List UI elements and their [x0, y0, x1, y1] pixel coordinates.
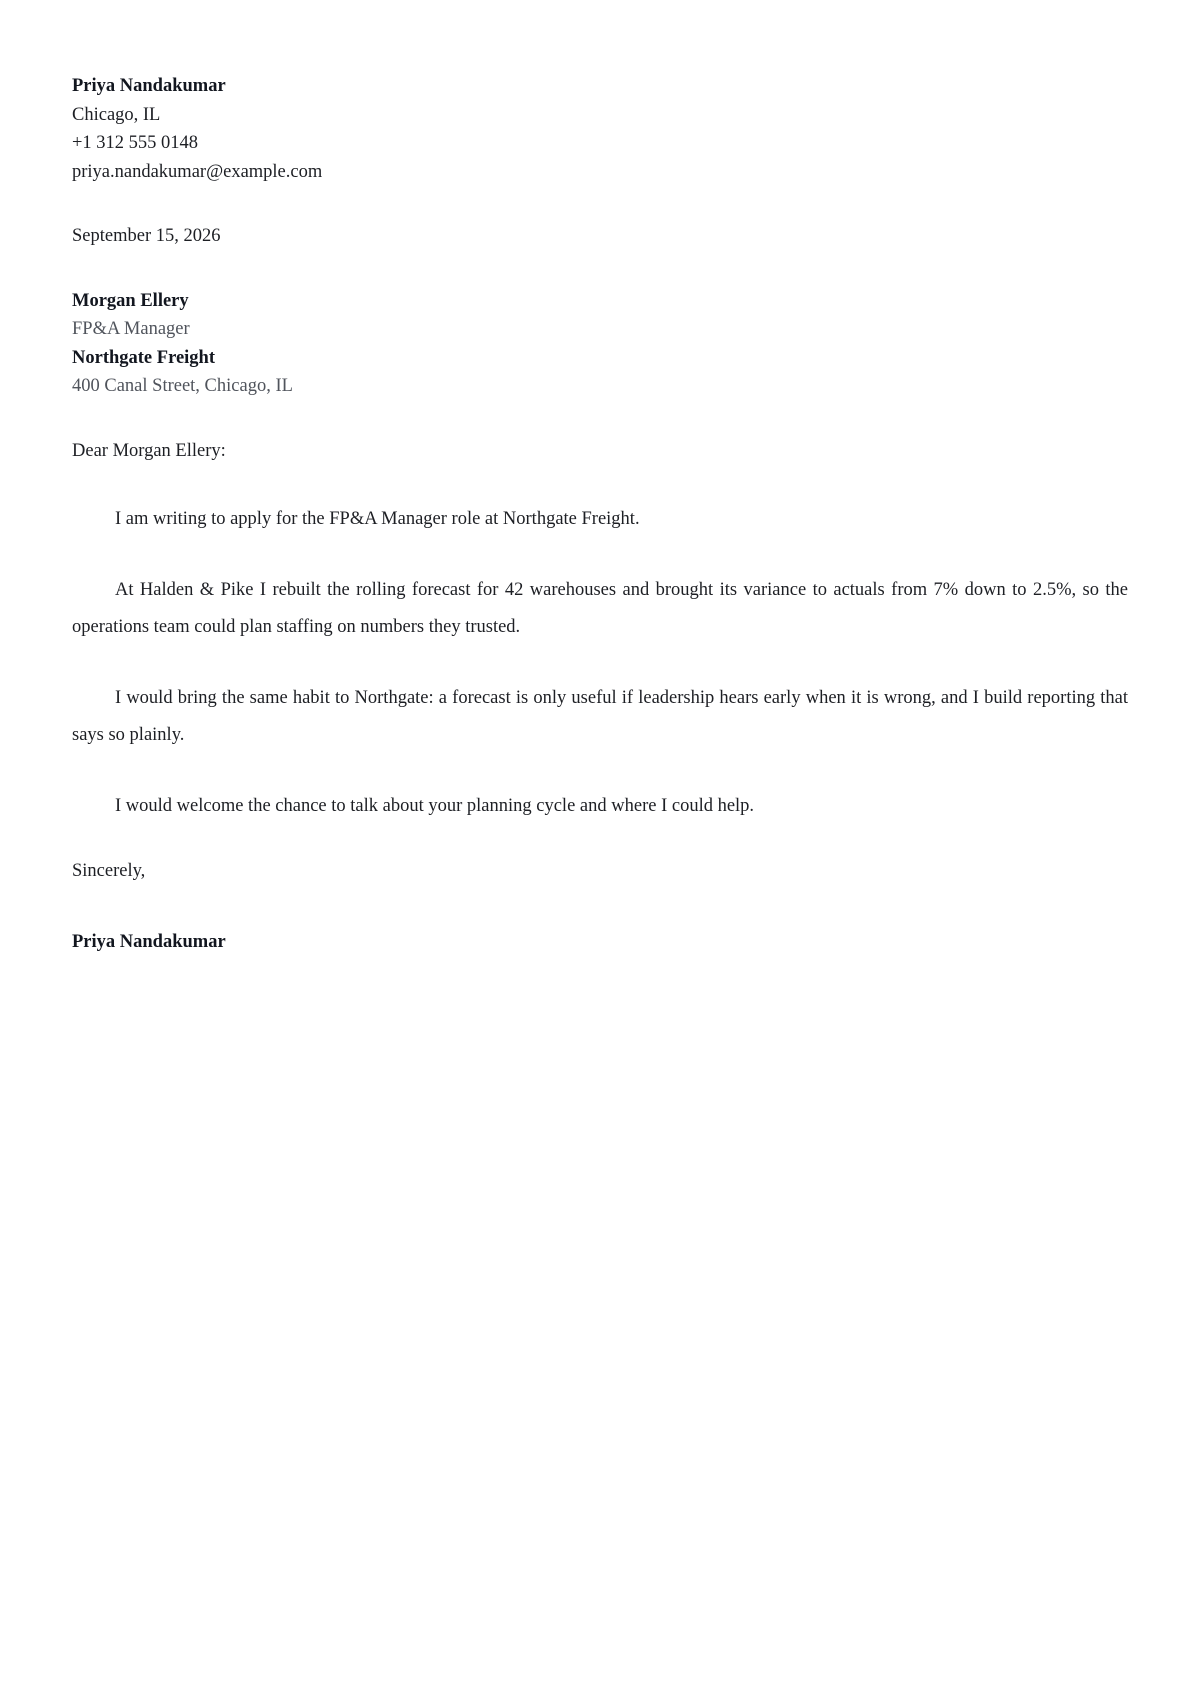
sender-email: priya.nandakumar@example.com — [72, 161, 323, 182]
recipient-company: Northgate Freight — [72, 347, 215, 368]
letter-date: September 15, 2026 — [72, 226, 221, 246]
salutation: Dear Morgan Ellery: — [72, 440, 226, 461]
body-paragraph-4: I would welcome the chance to talk about your planning cycle and where I could help. — [115, 796, 755, 816]
recipient-block — [72, 287, 1128, 401]
recipient-address: 400 Canal Street, Chicago, IL — [72, 376, 293, 396]
closing-block — [72, 857, 1128, 886]
sender-block — [72, 72, 1128, 186]
signature-name: Priya Nandakumar — [72, 931, 226, 952]
sender-name: Priya Nandakumar — [72, 76, 226, 96]
sender-phone: +1 312 555 0148 — [72, 133, 199, 153]
salutation-block — [72, 437, 1128, 466]
sender-city: Chicago, IL — [72, 104, 161, 125]
body-paragraph-2: At Halden & Pike I rebuilt the rolling forecast for 42 warehouses and brought its variance to actuals from 7% down to 2.5%, so the operations team could plan staffing on numbers they trusted. — [72, 580, 1128, 637]
body-paragraph-3: I would bring the same habit to Northgate: a forecast is only useful if leadership hears early when it is wrong, and I build reporting that says so plainly. — [72, 688, 1128, 745]
signature-block — [72, 928, 1128, 957]
recipient-title: FP&A Manager — [72, 319, 190, 339]
letter-date-block — [72, 222, 1128, 251]
recipient-name: Morgan Ellery — [72, 290, 189, 311]
closing: Sincerely, — [72, 861, 146, 881]
body-paragraph-1: I am writing to apply for the FP&A Manager role at Northgate Freight. — [115, 509, 640, 529]
